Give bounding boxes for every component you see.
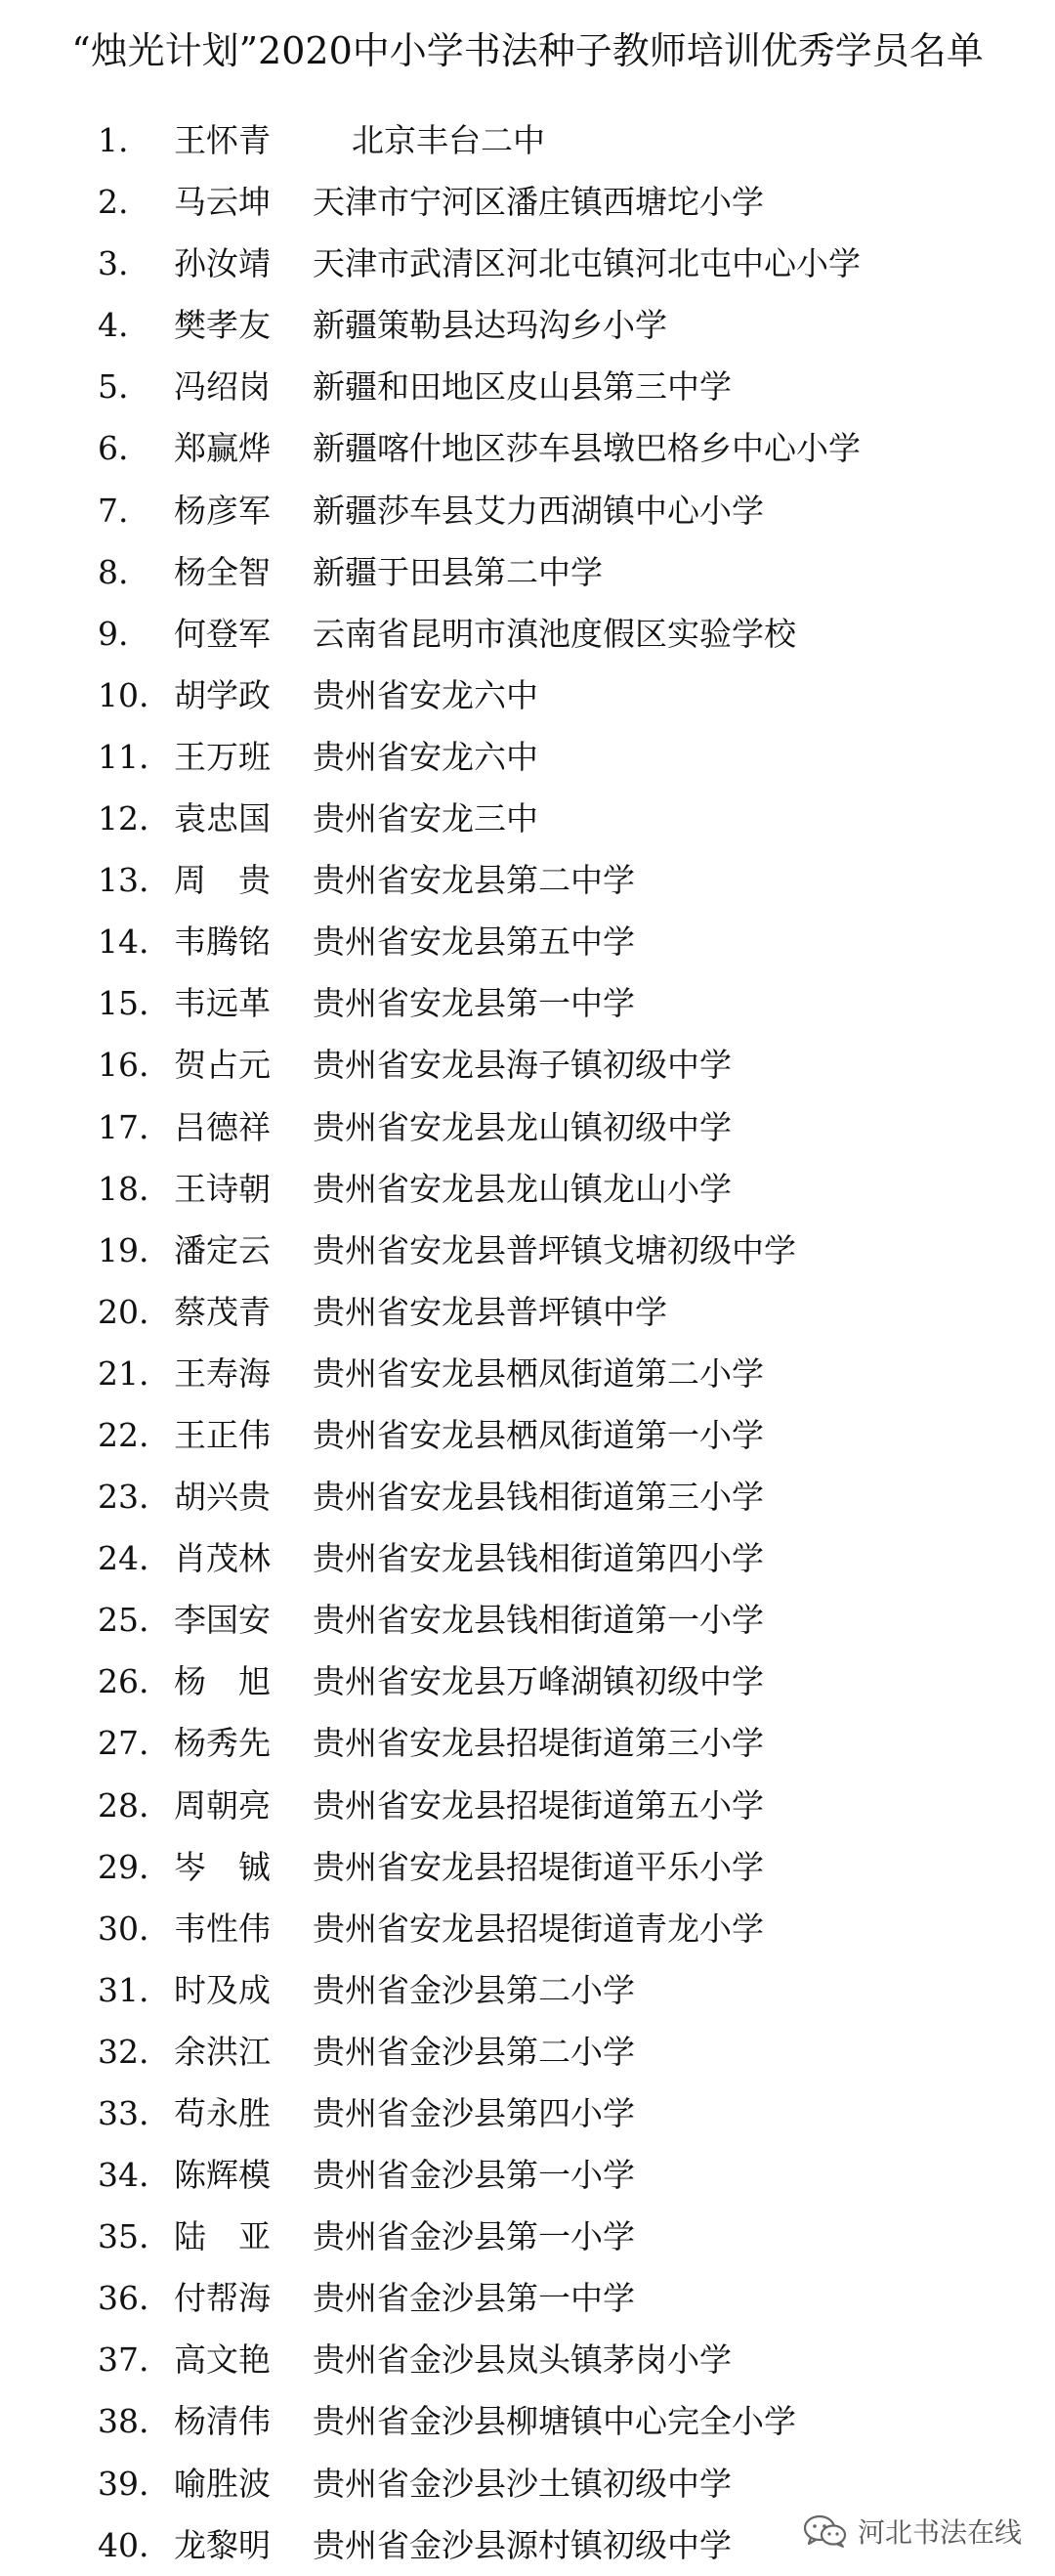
school-name: 贵州省安龙县栖凤街道第一小学 [313, 1415, 764, 1454]
list-item [0, 1836, 1055, 1898]
student-name: 时及成 [174, 1970, 271, 2009]
school-name: 贵州省安龙六中 [313, 675, 538, 714]
student-name: 王寿海 [174, 1353, 271, 1393]
school-name: 贵州省金沙县源村镇初级中学 [313, 2525, 732, 2564]
list-item [0, 1589, 1055, 1651]
school-name: 贵州省安龙县钱相街道第三小学 [313, 1478, 764, 1517]
school-name: 云南省昆明市滇池度假区实验学校 [313, 614, 796, 653]
school-name: 贵州省安龙县第一中学 [313, 984, 635, 1023]
school-name: 贵州省金沙县第一小学 [313, 2217, 635, 2256]
item-number: 25. [98, 1601, 149, 1640]
list-item [0, 2453, 1055, 2514]
student-name: 袁忠国 [174, 799, 271, 838]
student-name: 贺占元 [174, 1046, 271, 1085]
item-number: 33. [98, 2094, 149, 2132]
item-number: 16. [98, 1046, 149, 1085]
item-number: 7. [98, 491, 129, 530]
item-number: 19. [98, 1230, 149, 1269]
item-number: 10. [98, 675, 149, 714]
list-item [0, 2390, 1055, 2452]
watermark [797, 2508, 1028, 2555]
item-number: 3. [98, 244, 129, 283]
student-name: 蔡茂青 [174, 1292, 271, 1331]
item-number: 4. [98, 306, 129, 345]
student-name: 岑 铖 [174, 1847, 271, 1886]
list-item [0, 1712, 1055, 1774]
student-name: 苟永胜 [174, 2094, 271, 2132]
school-name: 贵州省安龙县招堤街道第三小学 [313, 1724, 764, 1763]
watermark-text: 河北书法在线 [857, 2516, 1022, 2549]
list-item [0, 726, 1055, 788]
list-item [0, 1034, 1055, 1095]
student-name: 韦腾铭 [174, 923, 271, 962]
student-name: 高文艳 [174, 2340, 271, 2380]
student-name: 杨全智 [174, 552, 271, 591]
list-item [0, 2144, 1055, 2206]
item-number: 37. [98, 2340, 149, 2380]
list-item [0, 2021, 1055, 2082]
list-item [0, 1343, 1055, 1404]
school-name: 贵州省安龙县第二中学 [313, 861, 635, 900]
item-number: 29. [98, 1847, 149, 1886]
item-number: 18. [98, 1169, 149, 1208]
school-name: 贵州省安龙县栖凤街道第二小学 [313, 1353, 764, 1393]
list-item [0, 1959, 1055, 2021]
school-name: 贵州省安龙县第五中学 [313, 923, 635, 962]
school-name: 贵州省金沙县第一小学 [313, 2156, 635, 2195]
student-name: 陆 亚 [174, 2217, 271, 2256]
list-item [0, 1898, 1055, 1959]
item-number: 38. [98, 2402, 149, 2441]
list-item [0, 541, 1055, 603]
student-name: 杨清伟 [174, 2402, 271, 2441]
list-item [0, 1527, 1055, 1589]
student-name: 胡学政 [174, 675, 271, 714]
school-name: 贵州省金沙县柳塘镇中心完全小学 [313, 2402, 796, 2441]
school-name: 新疆莎车县艾力西湖镇中心小学 [313, 491, 764, 530]
list-item [0, 2267, 1055, 2329]
school-name: 贵州省金沙县第二小学 [313, 2032, 635, 2071]
school-name: 贵州省安龙县招堤街道青龙小学 [313, 1909, 764, 1948]
student-name: 付帮海 [174, 2279, 271, 2318]
list-item [0, 294, 1055, 356]
item-number: 22. [98, 1415, 149, 1454]
list-item [0, 2206, 1055, 2267]
item-number: 27. [98, 1724, 149, 1763]
student-name: 马云坤 [174, 183, 271, 222]
item-number: 13. [98, 861, 149, 900]
school-name: 贵州省金沙县第一中学 [313, 2279, 635, 2318]
list-item [0, 356, 1055, 417]
school-name: 北京丰台二中 [352, 121, 545, 159]
item-number: 11. [98, 737, 149, 776]
school-name: 新疆于田县第二中学 [313, 552, 603, 591]
student-name: 龙黎明 [174, 2525, 271, 2564]
student-name: 樊孝友 [174, 306, 271, 345]
list-item [0, 1158, 1055, 1220]
item-number: 28. [98, 1785, 149, 1825]
list-item [0, 1466, 1055, 1527]
student-name: 喻胜波 [174, 2464, 271, 2503]
student-name: 杨 旭 [174, 1662, 271, 1701]
item-number: 9. [98, 614, 129, 653]
student-list [0, 109, 1055, 2576]
student-name: 王万班 [174, 737, 271, 776]
school-name: 贵州省安龙县普坪镇中学 [313, 1292, 667, 1331]
student-name: 李国安 [174, 1601, 271, 1640]
item-number: 40. [98, 2525, 149, 2564]
school-name: 贵州省安龙六中 [313, 737, 538, 776]
list-item [0, 665, 1055, 726]
student-name: 周 贵 [174, 861, 271, 900]
student-name: 王正伟 [174, 1415, 271, 1454]
list-item [0, 1404, 1055, 1466]
item-number: 14. [98, 923, 149, 962]
student-name: 王诗朝 [174, 1169, 271, 1208]
school-name: 贵州省安龙县钱相街道第四小学 [313, 1539, 764, 1578]
list-item [0, 849, 1055, 911]
list-item [0, 972, 1055, 1034]
student-name: 何登军 [174, 614, 271, 653]
school-name: 天津市武清区河北屯镇河北屯中心小学 [313, 244, 861, 283]
item-number: 32. [98, 2032, 149, 2071]
student-name: 余洪江 [174, 2032, 271, 2071]
school-name: 贵州省安龙县普坪镇戈塘初级中学 [313, 1230, 796, 1269]
item-number: 23. [98, 1478, 149, 1517]
list-item [0, 1096, 1055, 1158]
student-name: 冯绍岗 [174, 367, 271, 407]
student-name: 肖茂林 [174, 1539, 271, 1578]
school-name: 贵州省安龙县海子镇初级中学 [313, 1046, 732, 1085]
item-number: 2. [98, 183, 129, 222]
item-number: 15. [98, 984, 149, 1023]
student-name: 韦远革 [174, 984, 271, 1023]
list-item [0, 603, 1055, 665]
item-number: 30. [98, 1909, 149, 1948]
list-item [0, 171, 1055, 233]
school-name: 贵州省安龙县万峰湖镇初级中学 [313, 1662, 764, 1701]
wechat-icon [803, 2513, 848, 2549]
student-name: 王怀青 [174, 121, 271, 159]
list-item [0, 480, 1055, 541]
item-number: 17. [98, 1107, 149, 1146]
item-number: 31. [98, 1970, 149, 2009]
school-name: 贵州省安龙县钱相街道第一小学 [313, 1601, 764, 1640]
list-item [0, 1220, 1055, 1281]
item-number: 39. [98, 2464, 149, 2503]
student-name: 孙汝靖 [174, 244, 271, 283]
list-item [0, 2329, 1055, 2390]
page-title: “烛光计划”2020中小学书法种子教师培训优秀学员名单 [71, 29, 984, 72]
school-name: 贵州省安龙县龙山镇龙山小学 [313, 1169, 732, 1208]
school-name: 新疆和田地区皮山县第三中学 [313, 367, 732, 407]
item-number: 8. [98, 552, 129, 591]
item-number: 36. [98, 2279, 149, 2318]
school-name: 贵州省金沙县第二小学 [313, 1970, 635, 2009]
list-item [0, 417, 1055, 479]
student-name: 吕德祥 [174, 1107, 271, 1146]
list-item [0, 1775, 1055, 1836]
item-number: 20. [98, 1292, 149, 1331]
student-name: 郑赢烨 [174, 429, 271, 468]
school-name: 新疆喀什地区莎车县墩巴格乡中心小学 [313, 429, 861, 468]
school-name: 贵州省金沙县第四小学 [313, 2094, 635, 2132]
item-number: 5. [98, 367, 129, 407]
list-item [0, 1651, 1055, 1712]
list-item [0, 911, 1055, 972]
list-item [0, 109, 1055, 171]
student-name: 潘定云 [174, 1230, 271, 1269]
school-name: 贵州省金沙县沙土镇初级中学 [313, 2464, 732, 2503]
list-item [0, 233, 1055, 294]
item-number: 12. [98, 799, 149, 838]
item-number: 34. [98, 2156, 149, 2195]
student-name: 胡兴贵 [174, 1478, 271, 1517]
item-number: 1. [98, 121, 129, 159]
item-number: 21. [98, 1353, 149, 1393]
student-name: 韦性伟 [174, 1909, 271, 1948]
school-name: 贵州省安龙三中 [313, 799, 538, 838]
item-number: 35. [98, 2217, 149, 2256]
school-name: 天津市宁河区潘庄镇西塘坨小学 [313, 183, 764, 222]
item-number: 6. [98, 429, 129, 468]
item-number: 24. [98, 1539, 149, 1578]
school-name: 贵州省安龙县龙山镇初级中学 [313, 1107, 732, 1146]
school-name: 贵州省安龙县招堤街道平乐小学 [313, 1847, 764, 1886]
list-item [0, 1281, 1055, 1343]
school-name: 新疆策勒县达玛沟乡小学 [313, 306, 667, 345]
student-name: 陈辉模 [174, 2156, 271, 2195]
school-name: 贵州省金沙县岚头镇茅岗小学 [313, 2340, 732, 2380]
student-name: 周朝亮 [174, 1785, 271, 1825]
school-name: 贵州省安龙县招堤街道第五小学 [313, 1785, 764, 1825]
list-item [0, 788, 1055, 849]
student-name: 杨彦军 [174, 491, 271, 530]
student-name: 杨秀先 [174, 1724, 271, 1763]
item-number: 26. [98, 1662, 149, 1701]
list-item [0, 2082, 1055, 2144]
